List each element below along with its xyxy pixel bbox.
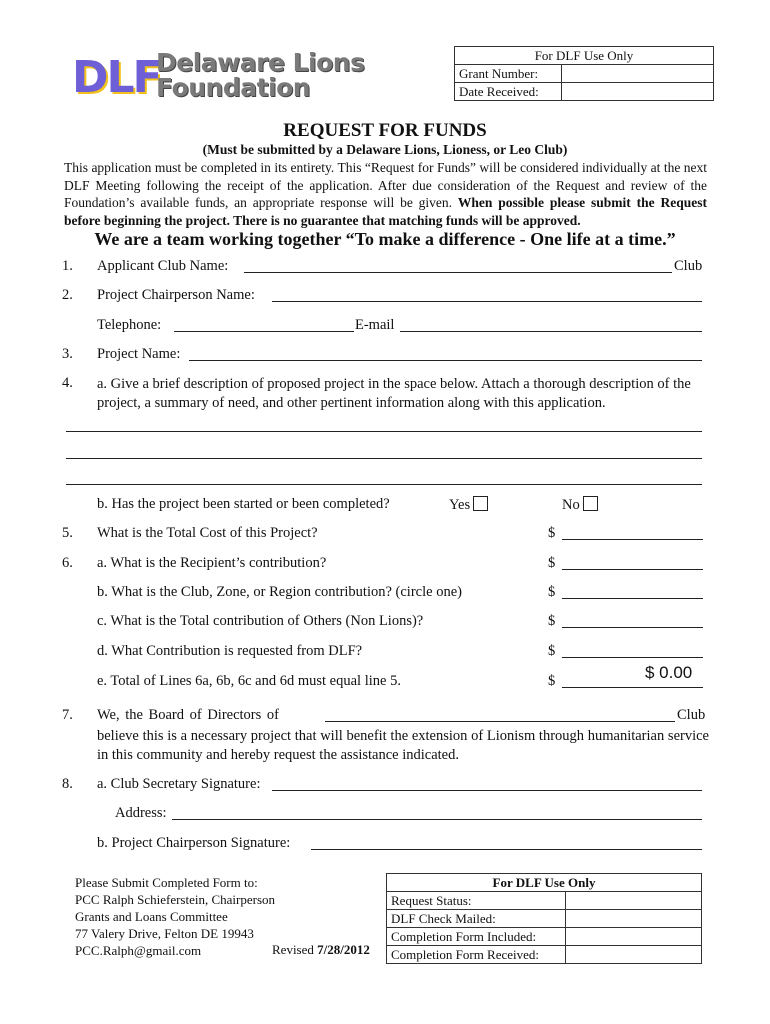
logo-letters: DLF: [72, 52, 161, 103]
no-label: No: [562, 497, 580, 513]
telephone-label: Telephone:: [97, 317, 162, 333]
chair-signature-field[interactable]: [311, 849, 702, 850]
request-status-label: Request Status:: [387, 892, 566, 910]
status-box: [386, 873, 702, 964]
total-cost-currency: $: [548, 525, 556, 541]
motto: We are a team working together “To make a difference - One life at a time.”: [94, 229, 676, 249]
chairperson-name-label: Project Chairperson Name:: [97, 287, 255, 303]
total-cost-field[interactable]: [562, 539, 703, 540]
completion-received-label: Completion Form Received:: [387, 946, 566, 964]
page-subtitle: (Must be submitted by a Delaware Lions, Lioness, or Leo Club): [202, 142, 568, 157]
revised-label: Revised: [272, 942, 314, 957]
project-description-label: a. Give a brief description of proposed project in the space below. Attach a thorough description of the project, a summary of need, and other pertinent information along with this application.: [97, 376, 691, 411]
total-lines-currency: $: [548, 673, 556, 689]
telephone-field[interactable]: [174, 331, 354, 332]
description-line-2[interactable]: [66, 458, 702, 459]
logo-name: [156, 50, 364, 100]
logo-line1: Delaware Lions: [156, 48, 365, 77]
check-mailed-label: DLF Check Mailed:: [387, 910, 566, 928]
grant-number-label: Grant Number:: [455, 65, 562, 83]
club-name-label: Applicant Club Name:: [97, 258, 229, 274]
footer-line-2: PCC Ralph Schieferstein, Chairperson: [75, 892, 276, 907]
board-prefix: We, the Board of Directors of: [97, 707, 279, 723]
revised-date: 7/28/2012: [317, 942, 370, 957]
secretary-signature-label: a. Club Secretary Signature:: [97, 776, 261, 792]
description-line-1[interactable]: [66, 431, 702, 432]
project-name-label: Project Name:: [97, 346, 181, 362]
grant-number-field[interactable]: [562, 65, 714, 83]
board-statement: believe this is a necessary project that will benefit the extension of Lionism through humanitarian service in this community and hereby request the assistance indicated.: [97, 728, 709, 763]
others-contribution-field[interactable]: [562, 627, 703, 628]
project-started-label: b. Has the project been started or been completed?: [97, 496, 390, 512]
total-lines-label: e. Total of Lines 6a, 6b, 6c and 6d must equal line 5.: [97, 673, 401, 689]
others-currency: $: [548, 613, 556, 629]
item-number-2: 2.: [62, 287, 73, 303]
footer-line-1: Please Submit Completed Form to:: [75, 875, 258, 890]
completion-included-label: Completion Form Included:: [387, 928, 566, 946]
office-use-box: [454, 46, 714, 101]
no-checkbox[interactable]: [583, 496, 598, 511]
chairperson-name-field[interactable]: [272, 301, 702, 302]
item-number-8: 8.: [62, 776, 73, 792]
club-contribution-field[interactable]: [562, 598, 703, 599]
no-option: [562, 496, 598, 514]
address-field[interactable]: [172, 819, 702, 820]
footer-email: PCC.Ralph@gmail.com: [75, 943, 202, 958]
yes-option: [449, 496, 488, 514]
total-cost-label: What is the Total Cost of this Project?: [97, 525, 318, 541]
board-suffix: Club: [677, 707, 706, 723]
footer-line-4: 77 Valery Drive, Felton DE 19943: [75, 926, 254, 941]
status-box-header: For DLF Use Only: [387, 874, 702, 892]
email-label: E-mail: [355, 317, 395, 333]
recipient-currency: $: [548, 555, 556, 571]
item-number-5: 5.: [62, 525, 73, 541]
yes-checkbox[interactable]: [473, 496, 488, 511]
project-name-field[interactable]: [189, 360, 702, 361]
yes-label: Yes: [449, 497, 471, 513]
chair-signature-label: b. Project Chairperson Signature:: [97, 835, 291, 851]
office-use-header: For DLF Use Only: [455, 47, 714, 65]
item-number-7: 7.: [62, 707, 73, 723]
item-number-1: 1.: [62, 258, 73, 274]
address-label: Address:: [115, 805, 167, 821]
page-title: REQUEST FOR FUNDS: [283, 120, 487, 141]
check-mailed-field[interactable]: [566, 910, 702, 928]
board-club-field[interactable]: [325, 721, 675, 722]
dlf-request-field[interactable]: [562, 657, 703, 658]
completion-received-field[interactable]: [566, 946, 702, 964]
intro-bold: When possible please submit the Request before beginning the project. There is no guarantee that matching funds will be approved.: [64, 195, 707, 228]
club-name-field[interactable]: [244, 272, 672, 273]
total-lines-field[interactable]: [562, 687, 703, 688]
logo-line2: Foundation: [156, 73, 311, 102]
recipient-contribution-field[interactable]: [562, 569, 703, 570]
email-field[interactable]: [400, 331, 702, 332]
club-contribution-currency: $: [548, 584, 556, 600]
date-received-label: Date Received:: [455, 83, 562, 101]
description-line-3[interactable]: [66, 484, 702, 485]
dlf-request-currency: $: [548, 643, 556, 659]
item-number-6: 6.: [62, 555, 73, 571]
footer-line-3: Grants and Loans Committee: [75, 909, 228, 924]
club-contribution-label: b. What is the Club, Zone, or Region contribution? (circle one): [97, 584, 462, 600]
recipient-contribution-label: a. What is the Recipient’s contribution?: [97, 555, 327, 571]
date-received-field[interactable]: [562, 83, 714, 101]
secretary-signature-field[interactable]: [272, 790, 702, 791]
intro-paragraph: [64, 159, 707, 229]
submission-address: [75, 874, 275, 959]
completion-included-field[interactable]: [566, 928, 702, 946]
total-lines-value: $ 0.00: [645, 663, 693, 682]
intro-text: This application must be completed in its entirety. This “Request for Funds” will be considered individually at the next DLF Meeting following the receipt of the application. After due consideration of the Request and review of the Foundation’s available funds, an appropriate response will be given.: [64, 160, 707, 210]
revision-note: [272, 942, 370, 958]
others-contribution-label: c. What is the Total contribution of Others (Non Lions)?: [97, 613, 424, 629]
item-number-4: 4.: [62, 375, 73, 391]
item-number-3: 3.: [62, 346, 73, 362]
request-status-field[interactable]: [566, 892, 702, 910]
dlf-request-label: d. What Contribution is requested from DLF?: [97, 643, 363, 659]
club-suffix: Club: [674, 258, 703, 274]
